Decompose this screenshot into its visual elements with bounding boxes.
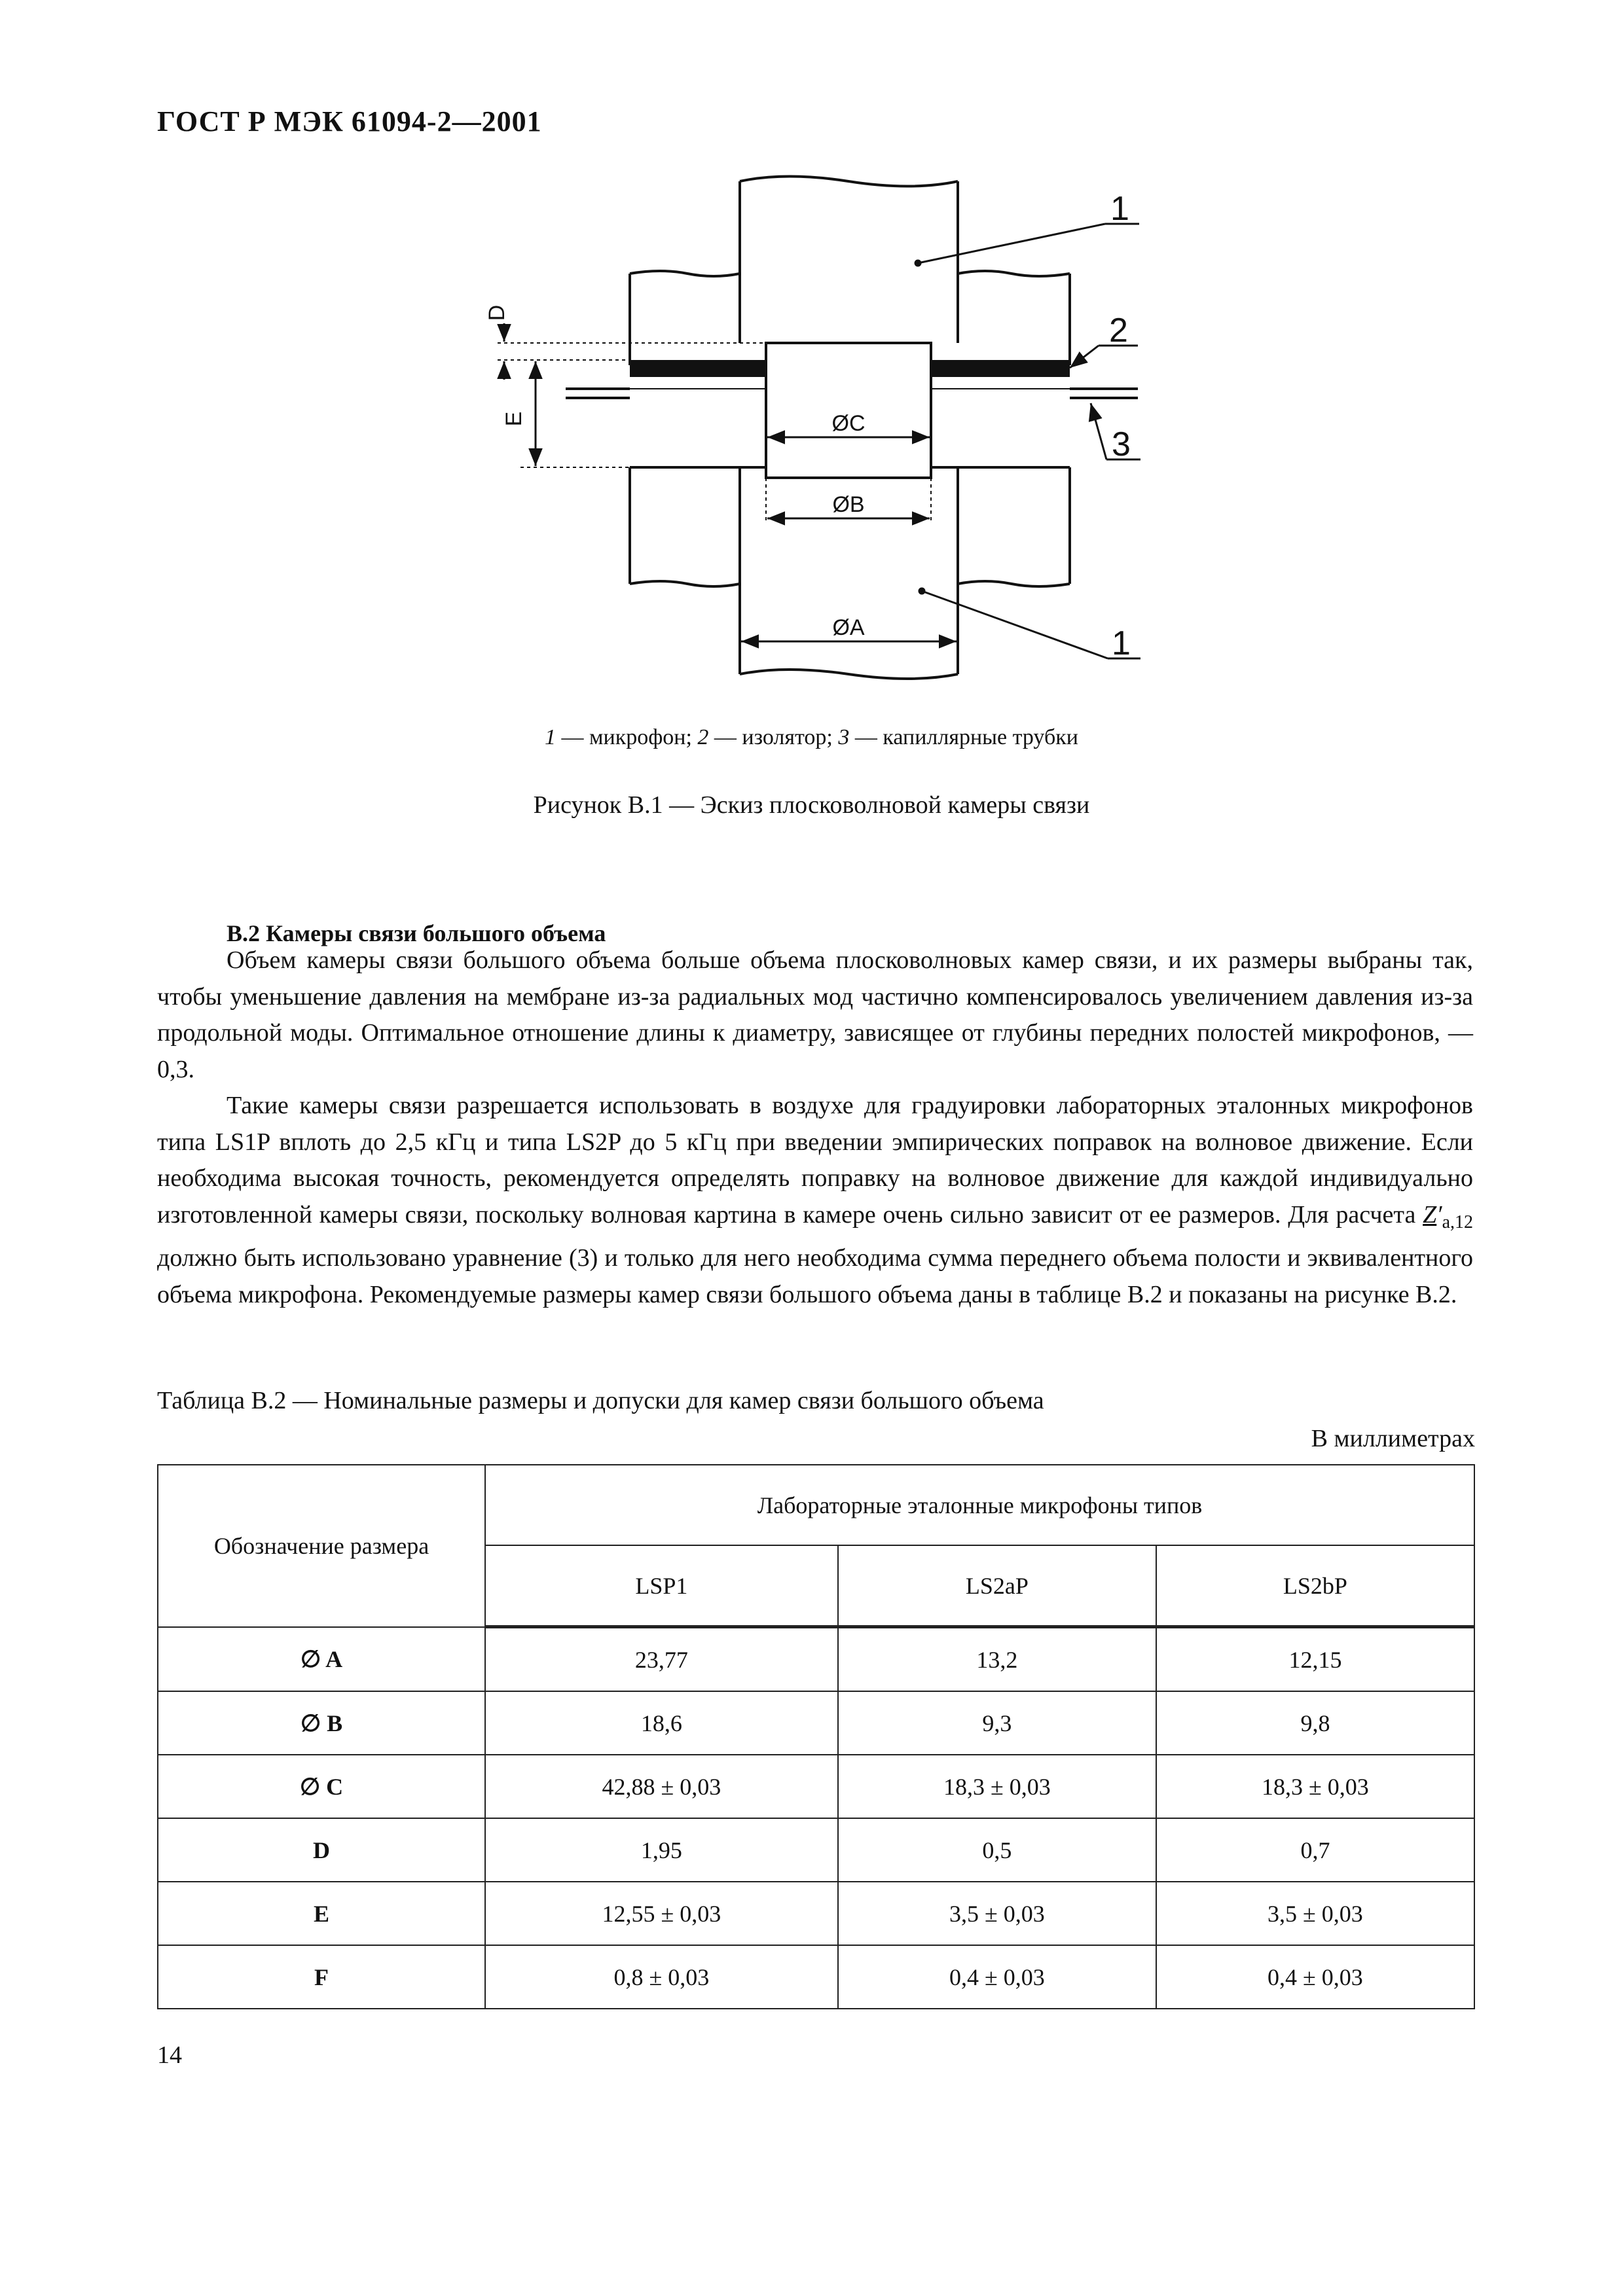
figure-caption: Рисунок В.1 — Эскиз плосковолновой камеры связи [533,791,1090,819]
row-label: ∅ A [158,1627,485,1692]
section-paragraph-1 [157,942,1473,1088]
header-col-3: LS2bP [1156,1545,1474,1627]
page-number: 14 [157,2041,182,2069]
row-label: ∅ C [158,1755,485,1818]
callout-1-bottom: 1 [1112,624,1131,662]
legend-num-1: 1 [545,725,556,749]
dim-label-b: ØB [832,492,865,517]
table-cell: 1,95 [485,1818,838,1882]
table-units: В миллиметрах [1311,1425,1475,1452]
table-cell: 0,8 ± 0,03 [485,1945,838,2009]
legend-text-3: — капиллярные трубки [849,725,1078,749]
dim-label-a: ØA [832,615,865,640]
header-col-1: LSP1 [485,1545,838,1627]
table-row [158,1818,1474,1882]
coupler-cavity [766,343,931,478]
table-cell: 18,3 ± 0,03 [1156,1755,1474,1818]
row-label: E [158,1882,485,1945]
table-cell: 0,4 ± 0,03 [838,1945,1156,2009]
paragraph-1-text: Объем камеры связи большого объема больше объема плосковолновых камер связи, и их размеры выбраны так, чтобы уменьшение давления на мембране из-за радиальных мод частично компенсировалось увеличением давления из-за продольной моды. Оптимальное отношение длины к диаметру, зависящее от глубины передних полостей микрофонов, — 0,3. [157,946,1473,1083]
legend-text-2: — изолятор; [708,725,839,749]
header-col-2: LS2aP [838,1545,1156,1627]
table-cell: 18,3 ± 0,03 [838,1755,1156,1818]
table-cell: 9,8 [1156,1691,1474,1755]
figure-legend [0,725,1623,750]
paragraph-2-part-a: Такие камеры связи разрешается использовать в воздухе для градуировки лабораторных эталонных микрофонов типа LS1P вплоть до 2,5 кГц и типа LS2P до 5 кГц при введении эмпирических поправок на волновое движение. Если необходима высокая точность, рекомендуется определять поправку на волновое движение для каждой индивидуально изготовленной камеры связи, поскольку волновая картина в камере очень сильно зависит от ее размеров. Для расчета [157,1092,1473,1229]
impedance-subscript: a,12 [1442,1211,1473,1232]
dim-label-d: D [484,304,509,321]
section-title: В.2 Камеры связи большого объема [227,920,606,946]
header-dimension-designation: Обозначение размера [158,1465,485,1627]
document-header: ГОСТ Р МЭК 61094-2—2001 [157,105,542,137]
row-label: F [158,1945,485,2009]
impedance-prime: ′ [1436,1200,1442,1229]
table-row [158,1691,1474,1755]
table-cell: 3,5 ± 0,03 [838,1882,1156,1945]
callout-2: 2 [1109,312,1128,350]
paragraph-2-part-b: должно быть использовано уравнение (3) и только для него необходима сумма переднего объема полости и эквивалентного объема микрофона. Рекомендуемые размеры камер связи большого объема даны в таблице В.2 и показаны на рисунке В.2. [157,1244,1473,1308]
table-cell: 0,5 [838,1818,1156,1882]
table-cell: 12,15 [1156,1627,1474,1692]
table-cell: 9,3 [838,1691,1156,1755]
table-row [158,1755,1474,1818]
capillary-tubes [566,389,1138,398]
table-cell: 3,5 ± 0,03 [1156,1882,1474,1945]
table-row [158,1945,1474,2009]
impedance-symbol: Z [1423,1200,1437,1229]
dim-label-c: ØC [831,411,866,436]
coupler-sketch-figure [0,0,1623,707]
header-microphone-types: Лабораторные эталонные микрофоны типов [485,1465,1474,1545]
table-row [158,1627,1474,1692]
table-cell: 13,2 [838,1627,1156,1692]
callout-1-top: 1 [1110,190,1129,228]
table-cell: 42,88 ± 0,03 [485,1755,838,1818]
table-header-row [158,1465,1474,1545]
table-cell: 0,4 ± 0,03 [1156,1945,1474,2009]
section-paragraph-2 [157,1088,1473,1313]
row-label: D [158,1818,485,1882]
callout-3: 3 [1112,425,1131,463]
legend-text-1: — микрофон; [556,725,698,749]
table-caption: Таблица В.2 — Номинальные размеры и допуски для камер связи большого объема [157,1387,1044,1414]
dim-label-e: E [501,411,526,427]
insulator [630,360,766,377]
paragraph-2-text [157,1088,1473,1313]
table-cell: 18,6 [485,1691,838,1755]
dimensions-table [157,1464,1475,2009]
table-cell: 12,55 ± 0,03 [485,1882,838,1945]
legend-num-3: 3 [838,725,850,749]
legend-num-2: 2 [697,725,709,749]
row-label: ∅ B [158,1691,485,1755]
table-cell: 23,77 [485,1627,838,1692]
table-row [158,1882,1474,1945]
table-cell: 0,7 [1156,1818,1474,1882]
